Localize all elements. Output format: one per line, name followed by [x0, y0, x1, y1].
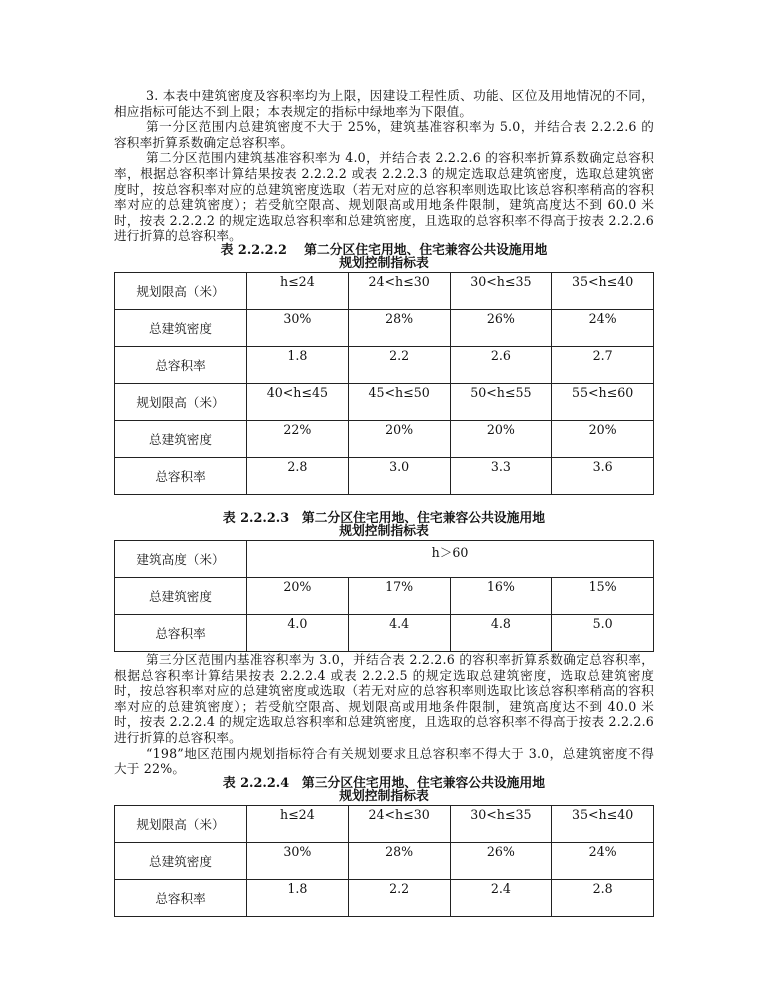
height-cell: 35<h≤40 [552, 272, 654, 309]
height-cell: 40<h≤45 [247, 383, 349, 420]
density-cell: 16% [450, 577, 552, 614]
far-cell: 5.0 [552, 614, 654, 651]
density-cell: 22% [247, 420, 349, 457]
density-label-cell: 总建筑密度 [115, 420, 247, 457]
far-cell: 3.3 [450, 457, 552, 494]
height-cell: 30<h≤35 [450, 805, 552, 842]
zone2-paragraph: 第二分区范围内建筑基准容积率为 4.0，并结合表 2.2.2.6 的容积率折算系数确定总容积率，根据总容积率计算结果按表 2.2.2.2 或表 2.2.2.3 的规定选取总建筑密度，选取总建筑密度时，按总容积率对应的总建筑密度选取（若无对应的总容积率则选取比该总容积率稍高的容积率对应的总建筑密度）；若受航空限高、规划限高或用地条件限制，建筑高度达不到 60.0 米时，按表 2.2.2.2 的规定选取总容积率和总建筑密度，且选取的总容积率不得高于按表 2.2.2.6 进行折算的总容积率。 [114, 150, 654, 244]
density-cell: 26% [450, 309, 552, 346]
height-label-cell: 规划限高（米） [115, 383, 247, 420]
far-cell: 2.8 [552, 879, 654, 916]
far-cell: 2.2 [348, 879, 450, 916]
density-cell: 20% [552, 420, 654, 457]
height-cell: 24<h≤30 [348, 272, 450, 309]
table-row [115, 614, 654, 651]
table-row [115, 540, 654, 577]
table-row [115, 457, 654, 494]
table1-caption-line2: 规划控制指标表 [339, 255, 429, 271]
far-cell: 2.7 [552, 346, 654, 383]
far-label-cell: 总容积率 [115, 614, 247, 651]
far-cell: 2.4 [450, 879, 552, 916]
height-label-cell: 规划限高（米） [115, 805, 247, 842]
table-row [115, 805, 654, 842]
height-cell: 35<h≤40 [552, 805, 654, 842]
note-paragraph: 3. 本表中建筑密度及容积率均为上限，因建设工程性质、功能、区位及用地情况的不同，相应指标可能达不到上限；本表规定的指标中绿地率为下限值。 [114, 88, 654, 119]
far-label-cell: 总容积率 [115, 457, 247, 494]
density-cell: 20% [450, 420, 552, 457]
density-cell: 28% [348, 842, 450, 879]
table-row [115, 346, 654, 383]
density-label-cell: 总建筑密度 [115, 309, 247, 346]
area198-paragraph: “198”地区范围内规划指标符合有关规划要求且总容积率不得大于 3.0，总建筑密度不得大于 22%。 [114, 745, 654, 777]
far-cell: 1.8 [247, 879, 349, 916]
height-cell: 30<h≤35 [450, 272, 552, 309]
height-cell: h＞60 [247, 540, 654, 577]
table-row [115, 420, 654, 457]
density-cell: 20% [348, 420, 450, 457]
density-cell: 30% [247, 309, 349, 346]
far-cell: 4.0 [247, 614, 349, 651]
table1-caption-line1: 表 2.2.2.2 第二分区住宅用地、住宅兼容公共设施用地 [220, 242, 548, 258]
far-cell: 2.2 [348, 346, 450, 383]
height-label-cell: 规划限高（米） [115, 272, 247, 309]
height-label-cell: 建筑高度（米） [115, 540, 247, 577]
table1 [114, 272, 654, 495]
table2 [114, 540, 654, 652]
table3-caption-line1: 表 2.2.2.4 第三分区住宅用地、住宅兼容公共设施用地 [222, 775, 546, 791]
height-cell: 55<h≤60 [552, 383, 654, 420]
height-cell: 24<h≤30 [348, 805, 450, 842]
table3-caption-line2: 规划控制指标表 [339, 788, 429, 804]
far-label-cell: 总容积率 [115, 346, 247, 383]
table2-caption-line1: 表 2.2.2.3 第二分区住宅用地、住宅兼容公共设施用地 [222, 510, 546, 526]
table-row [115, 842, 654, 879]
far-cell: 3.6 [552, 457, 654, 494]
far-cell: 3.0 [348, 457, 450, 494]
table3 [114, 805, 654, 917]
density-label-cell: 总建筑密度 [115, 842, 247, 879]
far-cell: 2.8 [247, 457, 349, 494]
far-cell: 2.6 [450, 346, 552, 383]
table-row [115, 577, 654, 614]
height-cell: 45<h≤50 [348, 383, 450, 420]
table-row [115, 309, 654, 346]
density-cell: 24% [552, 842, 654, 879]
far-cell: 4.4 [348, 614, 450, 651]
density-cell: 24% [552, 309, 654, 346]
zone1-paragraph: 第一分区范围内总建筑密度不大于 25%，建筑基准容积率为 5.0，并结合表 2.2.2.6 的容积率折算系数确定总容积率。 [114, 119, 654, 150]
height-cell: h≤24 [247, 805, 349, 842]
far-label-cell: 总容积率 [115, 879, 247, 916]
density-cell: 17% [348, 577, 450, 614]
zone3-paragraph: 第三分区范围内基准容积率为 3.0，并结合表 2.2.2.6 的容积率折算系数确定总容积率，根据总容积率计算结果按表 2.2.2.4 或表 2.2.2.5 的规定选取总建筑密度，选取总建筑密度时，按总容积率对应的总建筑密度或选取（若无对应的总容积率则选取比该总容积率稍高的容积率对应的总建筑密度）；若受航空限高、规划限高或用地条件限制，建筑高度达不到 40.0 米时，按表 2.2.2.4 的规定选取总容积率和总建筑密度，且选取的总容积率不得高于按表 2.2.2.6 进行折算的总容积率。 [114, 651, 654, 745]
table-row [115, 383, 654, 420]
far-cell: 4.8 [450, 614, 552, 651]
density-cell: 28% [348, 309, 450, 346]
density-cell: 20% [247, 577, 349, 614]
density-cell: 26% [450, 842, 552, 879]
density-cell: 30% [247, 842, 349, 879]
table2-caption-line2: 规划控制指标表 [339, 523, 429, 539]
table-row [115, 272, 654, 309]
document-page [114, 88, 654, 917]
density-cell: 15% [552, 577, 654, 614]
height-cell: 50<h≤55 [450, 383, 552, 420]
table-row [115, 879, 654, 916]
far-cell: 1.8 [247, 346, 349, 383]
density-label-cell: 总建筑密度 [115, 577, 247, 614]
height-cell: h≤24 [247, 272, 349, 309]
